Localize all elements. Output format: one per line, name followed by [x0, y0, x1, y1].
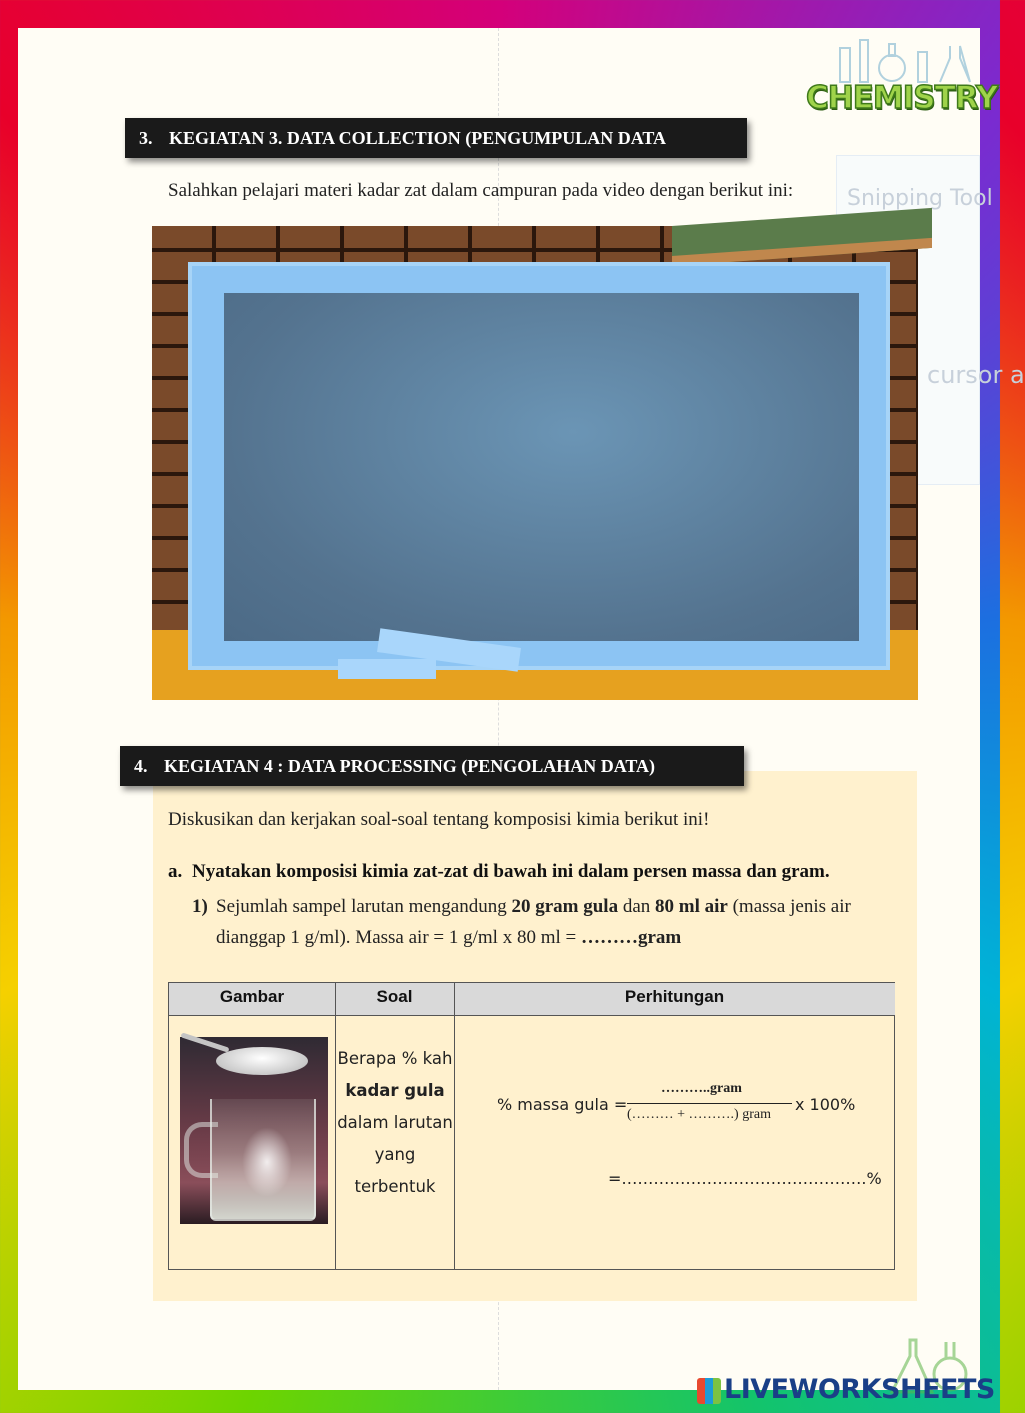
question-a-label: a.: [168, 861, 183, 882]
liveworksheets-brand[interactable]: LIVEWORKSHEETS: [724, 1374, 995, 1405]
calculation-table: [168, 982, 895, 1270]
formula-result-blank[interactable]: =……………………………………….%: [608, 1169, 882, 1188]
column-divider: [454, 983, 455, 1269]
header-gambar: Gambar: [169, 983, 335, 1016]
q1-text-part: (massa jenis air dianggap 1 g/ml). Massa air = 1 g/ml x 80 ml =: [216, 896, 851, 948]
formula-denominator-blank[interactable]: (……… + ……….) gram: [627, 1107, 771, 1122]
q1-answer-blank[interactable]: ………gram: [580, 927, 682, 948]
section-3-header: [125, 118, 747, 158]
cursor-overlay-text: cursor a: [927, 361, 1025, 389]
soal-text: [336, 1043, 454, 1203]
header-perhitungan: Perhitungan: [454, 983, 895, 1016]
question-1-label: 1): [192, 896, 208, 917]
header-soal: Soal: [335, 983, 454, 1016]
section-3-number: 3.: [139, 128, 153, 148]
question-a: [168, 861, 830, 883]
soal-part: Berapa % kah: [337, 1049, 453, 1068]
spoon-icon: [216, 1047, 308, 1075]
soal-part: dalam larutan yang terbentuk: [337, 1113, 453, 1196]
logo-text: CHEMISTRY: [806, 80, 998, 116]
dissolving-sugar: [242, 1127, 292, 1197]
formula-suffix: x 100%: [795, 1095, 856, 1114]
section-4-number: 4.: [134, 756, 148, 776]
chemistry-logo: [800, 34, 998, 119]
section-3-instruction: Salahkan pelajari materi kadar zat dalam campuran pada video dengan berikut ini:: [168, 180, 794, 201]
q1-water-amount: 80 ml air: [655, 896, 728, 917]
question-1-text: [216, 891, 872, 953]
formula-prefix: % massa gula =: [497, 1095, 628, 1114]
fraction-bar: [627, 1103, 792, 1104]
question-a-text: Nyatakan komposisi kimia zat-zat di bawah ini dalam persen massa dan gram.: [192, 861, 830, 882]
spoon-handle: [180, 1032, 229, 1052]
chalk-piece: [338, 659, 436, 679]
lab-glassware-icon: [800, 34, 975, 84]
snipping-tool-label: Snipping Tool: [847, 186, 993, 211]
formula-numerator-blank[interactable]: ………..gram: [661, 1081, 742, 1096]
section-4-header: [120, 746, 744, 786]
section-3-title: KEGIATAN 3. DATA COLLECTION (PENGUMPULAN DATA: [169, 128, 667, 148]
q1-text-part: Sejumlah sampel larutan mengandung: [216, 896, 512, 917]
soal-keyword: kadar gula: [345, 1081, 445, 1100]
q1-sugar-amount: 20 gram gula: [511, 896, 619, 917]
question-1: [192, 891, 872, 953]
section-4-title: KEGIATAN 4 : DATA PROCESSING (PENGOLAHAN DATA): [164, 756, 656, 776]
chalkboard-frame: [188, 262, 890, 670]
q1-text-part: dan: [618, 896, 656, 917]
liveworksheets-mark-icon: [697, 1378, 721, 1404]
sugar-solution-photo: [180, 1037, 328, 1224]
chalkboard-slate: [224, 293, 859, 641]
embedded-video[interactable]: [152, 226, 918, 700]
section-4-instruction: Diskusikan dan kerjakan soal-soal tentang komposisi kimia berikut ini!: [168, 809, 710, 830]
